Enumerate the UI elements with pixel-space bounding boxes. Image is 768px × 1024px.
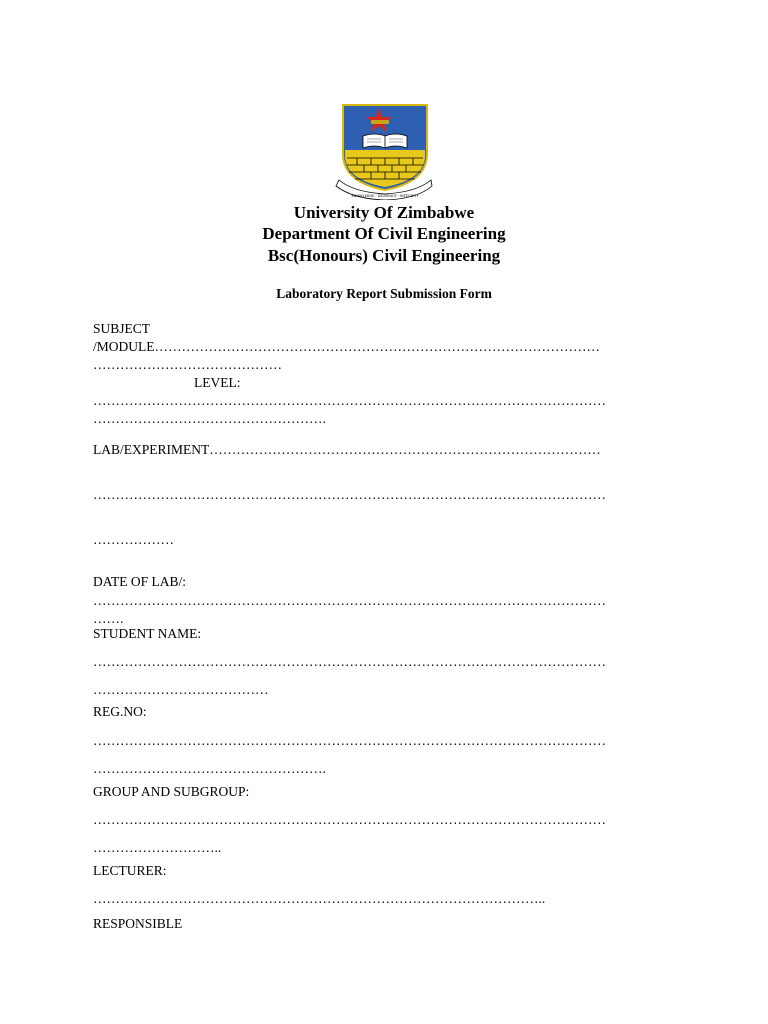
lab-experiment-field-continued[interactable]: …………………………………………………………………………………………………… [93, 487, 606, 502]
subject-module-field-continued[interactable]: …………………………………… [93, 357, 282, 372]
lab-experiment-field[interactable]: LAB/EXPERIMENT…………………………………………………………………………… [93, 442, 601, 457]
lecturer-label: LECTURER: [93, 863, 167, 878]
subject-module-field[interactable]: /MODULE……………………………………………………………………………………… [93, 339, 600, 354]
date-of-lab-field[interactable]: …………………………………………………………………………………………………… [93, 593, 606, 608]
subject-label: SUBJECT [93, 321, 151, 336]
reg-no-label: REG.NO: [93, 704, 147, 719]
level-field[interactable]: …………………………………………………………………………………………………… [93, 393, 606, 408]
form-title: Laboratory Report Submission Form [276, 286, 492, 301]
level-field-continued[interactable]: ……………………………………………. [93, 411, 326, 426]
student-name-field[interactable]: …………………………………………………………………………………………………… [93, 654, 606, 669]
student-name-field-continued[interactable]: ………………………………… [93, 682, 269, 697]
group-subgroup-label: GROUP AND SUBGROUP: [93, 784, 250, 799]
student-name-label: STUDENT NAME: [93, 626, 202, 641]
department-name: Department Of Civil Engineering [262, 224, 506, 243]
group-subgroup-field[interactable]: …………………………………………………………………………………………………… [93, 812, 606, 827]
responsible-label: RESPONSIBLE [93, 916, 183, 931]
lecturer-field[interactable]: ……………………………………………………………………………………….. [93, 891, 546, 906]
reg-no-field[interactable]: …………………………………………………………………………………………………… [93, 733, 606, 748]
date-of-lab-field-continued[interactable]: ……. [93, 611, 124, 626]
degree-name: Bsc(Honours) Civil Engineering [267, 246, 501, 265]
crest-icon [333, 102, 435, 200]
lab-experiment-field-end[interactable]: ……………… [93, 532, 174, 547]
svg-text:KNOWLEDGE · DILIGENCE · INTEGR: KNOWLEDGE · DILIGENCE · INTEGRITY [351, 194, 419, 198]
level-label: LEVEL: [194, 375, 241, 390]
group-subgroup-field-continued[interactable]: ……………………….. [93, 840, 222, 855]
university-name: University Of Zimbabwe [293, 203, 475, 222]
university-crest-logo [333, 102, 435, 200]
date-of-lab-label: DATE OF LAB/: [93, 574, 187, 589]
reg-no-field-continued[interactable]: ……………………………………………. [93, 761, 326, 776]
